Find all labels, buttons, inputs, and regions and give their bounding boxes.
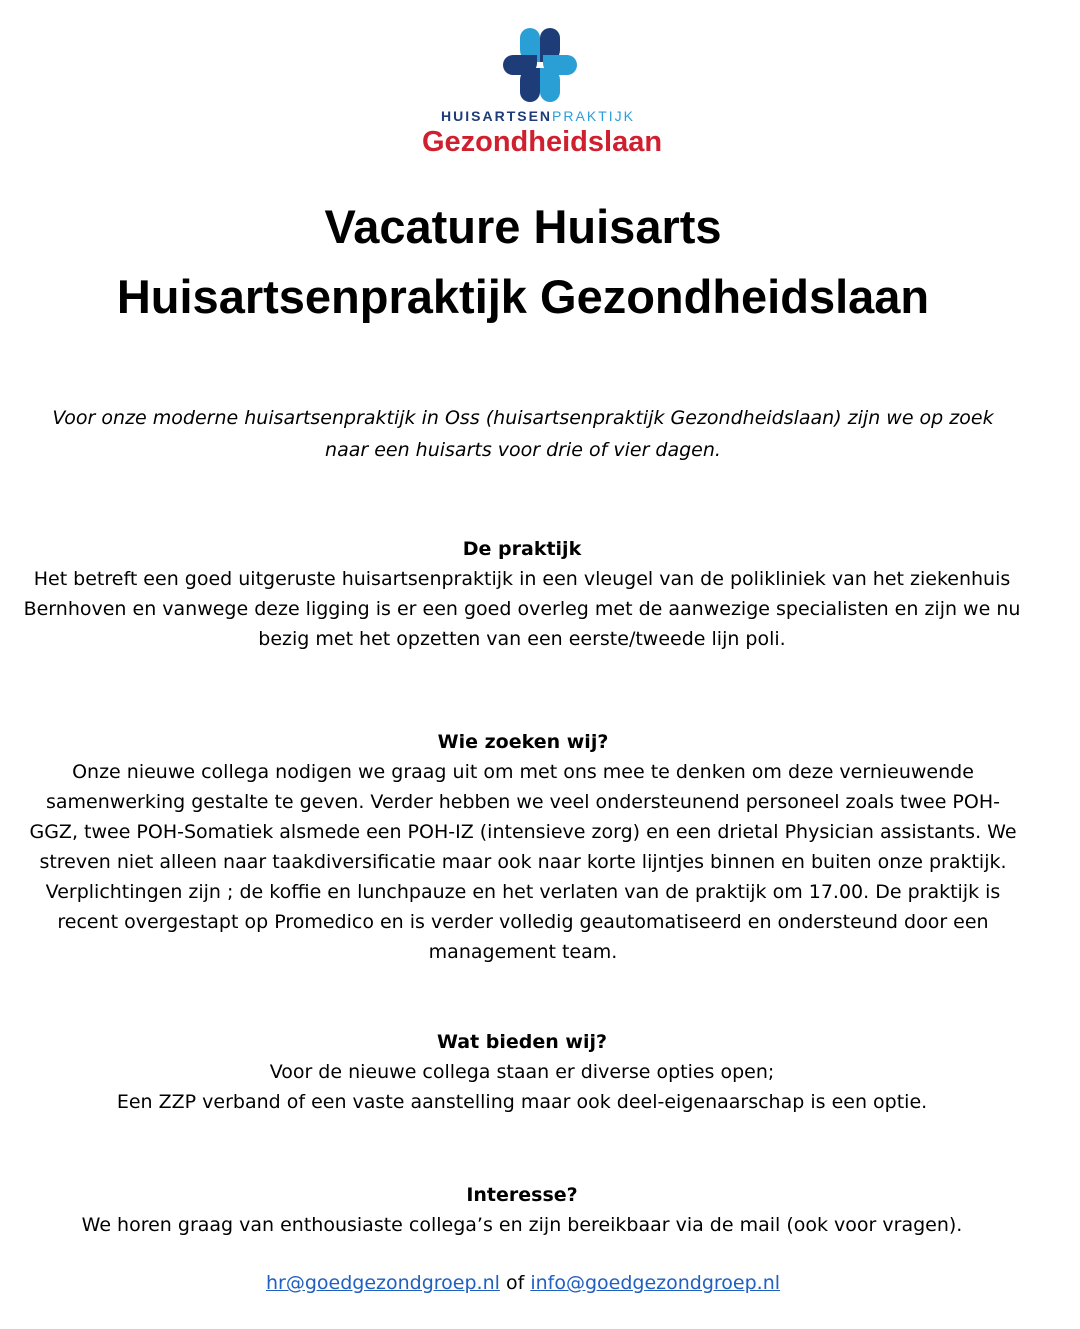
section-heading: De praktijk <box>462 538 582 560</box>
section-heading: Interesse? <box>466 1184 578 1206</box>
section-body-line-1: Voor de nieuwe collega staan er diverse opties open; <box>269 1061 775 1083</box>
section-body: Het betreft een goed uitgeruste huisartsenpraktijk in een vleugel van de polikliniek van het ziekenhuis Bernhoven en vanwege deze ligging is er een goed overleg met de aanwezige specialisten en zijn we nu bezig met het opzetten van een eerste/tweede lijn poli. <box>23 568 1021 650</box>
section-interesse <box>20 1180 1024 1240</box>
section-body: We horen graag van enthousiaste collega’s en zijn bereikbaar via de mail (ook voor vragen). <box>81 1214 963 1236</box>
email-link-hr[interactable]: hr@goedgezondgroep.nl <box>265 1272 500 1294</box>
clover-logo-icon <box>503 28 577 102</box>
section-wat-bieden-wij <box>20 1027 1024 1117</box>
section-body: Onze nieuwe collega nodigen we graag uit om met ons mee te denken om deze vernieuwende samenwerking gestalte te geven. Verder hebben we veel ondersteunend personeel zoals twee POH-GGZ, twee POH-Somatiek alsmede een POH-IZ (intensieve zorg) en een drietal Physician assistants. We streven niet alleen naar taakdiversificatie maar ook naar korte lijntjes binnen en buiten onze praktijk. Verplichtingen zijn ; de koffie en lunchpauze en het verlaten van de praktijk om 17.00. De praktijk is recent overgestapt op Promedico en is verder volledig geautomatiseerd en ondersteund door een management team. <box>29 761 1017 963</box>
logo-practice-name: Gezondheidslaan <box>421 126 663 158</box>
section-heading: Wat bieden wij? <box>436 1031 608 1053</box>
title-line-2: Huisartsenpraktijk Gezondheidslaan <box>116 270 930 323</box>
intro-text: Voor onze moderne huisartsenpraktijk in Oss (huisartsenpraktijk Gezondheidslaan) zijn we op zoek naar een huisarts voor drie of vier dagen. <box>52 407 994 461</box>
section-de-praktijk <box>20 534 1024 654</box>
title-line-1: Vacature Huisarts <box>324 200 722 253</box>
section-body-line-2: Een ZZP verband of een vaste aanstelling maar ook deel-eigenaarschap is een optie. <box>116 1091 928 1113</box>
contact-emails <box>0 1268 1046 1298</box>
logo-tagline: HUISARTSENPRAKTIJK <box>441 108 635 124</box>
practice-logo <box>0 28 1080 159</box>
section-heading: Wie zoeken wij? <box>437 731 609 753</box>
email-link-info[interactable]: info@goedgezondgroep.nl <box>530 1272 781 1294</box>
section-wie-zoeken-wij <box>24 727 1022 967</box>
contact-separator: of <box>499 1272 531 1294</box>
page-title <box>0 192 1046 332</box>
